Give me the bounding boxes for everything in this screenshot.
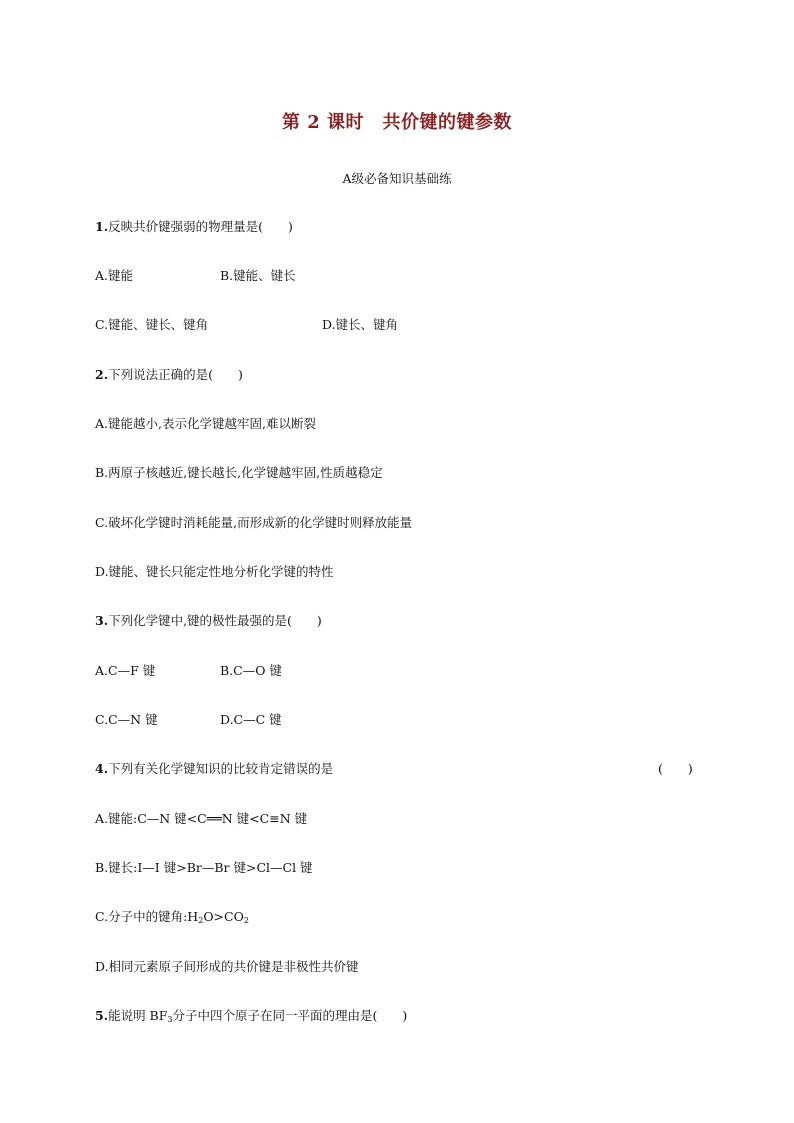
- option-text: O>CO: [203, 909, 244, 924]
- subscript: 2: [243, 916, 249, 925]
- option-text: C.分子中的键角:H: [95, 909, 199, 924]
- q3-option-c: C.C—N 键: [95, 712, 158, 727]
- q2-option-c: C.破坏化学键时消耗能量,而形成新的化学键时则释放能量: [95, 515, 413, 530]
- page-title: 第 2 课时 共价键的键参数: [281, 112, 513, 133]
- subscript: 2: [198, 916, 204, 925]
- question-number: 2.: [95, 367, 109, 382]
- subscript: 3: [167, 1015, 173, 1024]
- q1-option-a: A.键能: [95, 268, 134, 283]
- q2-option-b: B.两原子核越近,键长越长,化学键越牢固,性质越稳定: [95, 465, 383, 480]
- section-heading: A级必备知识基础练: [342, 171, 452, 186]
- question-text: 下列化学键中,键的极性最强的是( ): [108, 613, 322, 628]
- answer-bracket: ( ): [658, 761, 693, 776]
- q1-option-d: D.键长、键角: [322, 317, 399, 332]
- question-number: 1.: [95, 219, 109, 234]
- question-1: [95, 217, 293, 235]
- question-4: [95, 759, 333, 777]
- q1-option-b: B.键能、键长: [220, 268, 296, 283]
- question-5: [95, 1006, 407, 1024]
- q4-option-a: A.键能:C—N 键<C══N 键<C≡N 键: [95, 811, 308, 826]
- question-number: 4.: [95, 761, 109, 776]
- question-3: [95, 611, 322, 629]
- q3-option-a: A.C—F 键: [95, 663, 156, 678]
- q4-option-b: B.键长:I—I 键>Br—Br 键>Cl—Cl 键: [95, 860, 313, 875]
- question-text: 下列说法正确的是( ): [108, 367, 243, 382]
- q2-option-a: A.键能越小,表示化学键越牢固,难以断裂: [95, 416, 316, 431]
- q3-option-b: B.C—O 键: [220, 663, 282, 678]
- question-text: 下列有关化学键知识的比较肯定错误的是: [108, 761, 334, 776]
- q4-option-c: [95, 907, 249, 925]
- question-number: 5.: [95, 1008, 109, 1023]
- q3-option-d: D.C—C 键: [220, 712, 282, 727]
- question-number: 3.: [95, 613, 109, 628]
- question-text: 反映共价键强弱的物理量是( ): [108, 219, 293, 234]
- q1-option-c: C.键能、键长、键角: [95, 317, 209, 332]
- question-text: 分子中四个原子在同一平面的理由是( ): [172, 1008, 408, 1023]
- q4-option-d: D.相同元素原子间形成的共价键是非极性共价键: [95, 959, 359, 974]
- question-text: 能说明 BF: [108, 1008, 168, 1023]
- question-2: [95, 365, 243, 383]
- q2-option-d: D.键能、键长只能定性地分析化学键的特性: [95, 564, 334, 579]
